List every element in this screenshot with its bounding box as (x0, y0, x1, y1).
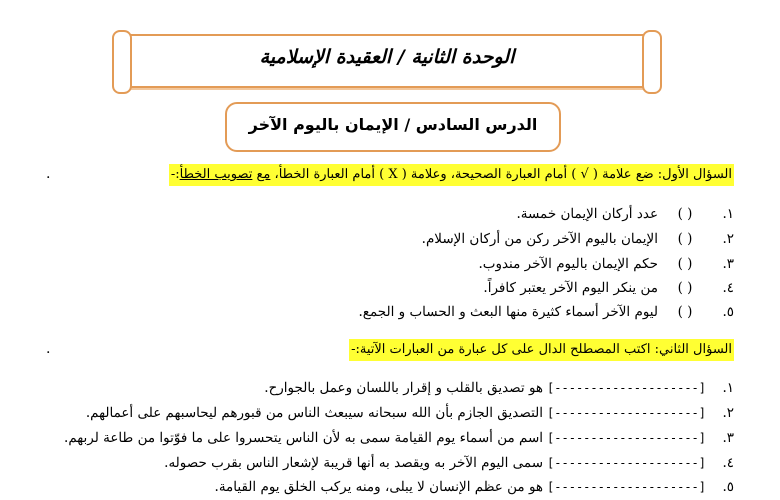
answer-parentheses[interactable]: ( ) (677, 280, 693, 296)
item-text: عدد أركان الإيمان خمسة. (516, 206, 658, 222)
answer-blank[interactable]: [--------------------] (547, 456, 706, 470)
q1-item-2 (422, 229, 734, 249)
item-number: ٥. (722, 304, 734, 320)
item-number: ٥. (722, 479, 734, 495)
question-1-end: :- (170, 167, 180, 182)
question-1-underline-1: مع (256, 167, 271, 182)
item-number: ٢. (722, 405, 734, 421)
question-1-text: السؤال الأول: ضع علامة ( √ ) أمام العبارة الصحيحة، وعلامة ( X ) أمام العبارة الخطأ، (270, 167, 732, 182)
item-text: سمى اليوم الآخر به ويقصد به أنها قريبة لإشعار الناس بقرب حصوله. (164, 455, 544, 471)
question-1-dot: . (46, 166, 51, 182)
answer-blank[interactable]: [--------------------] (547, 480, 706, 494)
item-text: هو تصديق بالقلب و إقرار باللسان وعمل بالجوارح. (264, 380, 544, 396)
lesson-title: الدرس السادس / الإيمان باليوم الآخر (248, 115, 538, 134)
answer-blank[interactable]: [--------------------] (547, 406, 706, 420)
q1-item-4 (483, 278, 734, 298)
lesson-title-box (225, 102, 561, 152)
q2-item-4 (164, 453, 734, 473)
item-number: ٤. (722, 455, 734, 471)
q1-item-5 (359, 302, 735, 322)
item-number: ٢. (722, 231, 734, 247)
question-1-header (169, 164, 734, 186)
answer-blank[interactable]: [--------------------] (547, 381, 706, 395)
item-number: ١. (722, 380, 734, 396)
item-text: حكم الإيمان باليوم الآخر مندوب. (478, 256, 658, 272)
item-text: هو من عظم الإنسان لا يبلى، ومنه يركب الخلق يوم القيامة. (214, 479, 544, 495)
answer-parentheses[interactable]: ( ) (677, 206, 693, 222)
question-2-header: السؤال الثاني: اكتب المصطلح الدال على كل عبارة من العبارات الآتية:- (349, 339, 734, 361)
item-number: ٣. (722, 430, 734, 446)
item-text: اسم من أسماء يوم القيامة سمى به لأن الناس يتحسروا على ما فوّتوا من طاعة لربهم. (64, 430, 544, 446)
item-number: ١. (722, 206, 734, 222)
answer-parentheses[interactable]: ( ) (677, 231, 693, 247)
answer-parentheses[interactable]: ( ) (677, 304, 693, 320)
answer-blank[interactable]: [--------------------] (547, 431, 706, 445)
unit-title: الوحدة الثانية / العقيدة الإسلامية (259, 46, 515, 68)
q2-item-3 (64, 428, 734, 448)
unit-title-banner (118, 34, 656, 88)
answer-parentheses[interactable]: ( ) (677, 256, 693, 272)
item-text: الإيمان باليوم الآخر ركن من أركان الإسلام. (421, 231, 658, 247)
item-text: التصديق الجازم بأن الله سبحانه سيبعث الناس من قبورهم ليحاسبهم على أعمالهم. (85, 405, 544, 421)
q1-item-1 (516, 204, 734, 224)
q2-item-5 (215, 477, 734, 497)
item-text: ليوم الآخر أسماء كثيرة منها البعث و الحساب و الجمع. (358, 304, 658, 320)
q1-item-3 (478, 254, 734, 274)
q2-item-1 (264, 378, 734, 398)
item-number: ٣. (722, 256, 734, 272)
q2-item-2 (86, 403, 734, 423)
question-1-underline-2: تصويب الخطأ (179, 167, 253, 182)
item-text: من ينكر اليوم الآخر يعتبر كافراً. (483, 280, 658, 296)
item-number: ٤. (722, 280, 734, 296)
question-2-dot: . (46, 341, 51, 357)
